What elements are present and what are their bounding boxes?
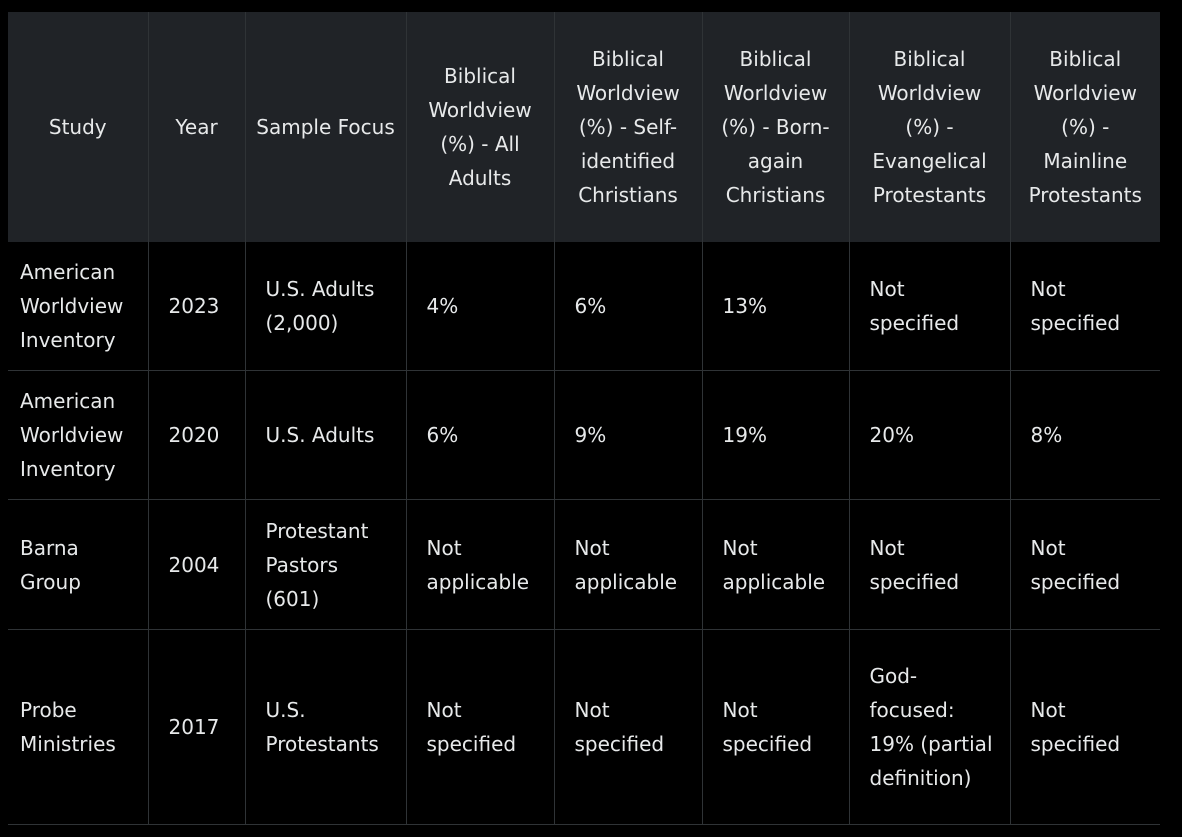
header-evangelical-protestants: Biblical Worldview (%) - Evangelical Protestants (849, 12, 1010, 242)
cell-year: 2020 (148, 371, 245, 500)
cell-all-adults: 6% (406, 371, 554, 500)
cell-born-again-christians: 19% (702, 371, 849, 500)
cell-evangelical-protestants: Not specified (849, 242, 1010, 371)
cell-born-again-christians: Not specified (702, 630, 849, 825)
header-year: Year (148, 12, 245, 242)
cell-self-identified-christians: 9% (554, 371, 702, 500)
cell-sample-focus: U.S. Protestants (245, 630, 406, 825)
table-row (8, 371, 1160, 500)
header-study: Study (8, 12, 148, 242)
cell-evangelical-protestants: 20% (849, 371, 1010, 500)
cell-mainline-protestants: Not specified (1010, 500, 1160, 630)
cell-study: Barna Group (8, 500, 148, 630)
data-table-container (8, 12, 1160, 825)
cell-born-again-christians: Not applicable (702, 500, 849, 630)
cell-evangelical-protestants: God-focused: 19% (partial definition) (849, 630, 1010, 825)
cell-sample-focus: U.S. Adults (2,000) (245, 242, 406, 371)
cell-all-adults: Not applicable (406, 500, 554, 630)
cell-mainline-protestants: 8% (1010, 371, 1160, 500)
table-row (8, 630, 1160, 825)
cell-year: 2017 (148, 630, 245, 825)
cell-study: American Worldview Inventory (8, 242, 148, 371)
header-self-identified-christians: Biblical Worldview (%) - Self-identified Christians (554, 12, 702, 242)
cell-self-identified-christians: Not applicable (554, 500, 702, 630)
cell-self-identified-christians: 6% (554, 242, 702, 371)
cell-year: 2004 (148, 500, 245, 630)
cell-year: 2023 (148, 242, 245, 371)
cell-mainline-protestants: Not specified (1010, 630, 1160, 825)
biblical-worldview-table (8, 12, 1160, 825)
cell-sample-focus: U.S. Adults (245, 371, 406, 500)
cell-self-identified-christians: Not specified (554, 630, 702, 825)
cell-mainline-protestants: Not specified (1010, 242, 1160, 371)
header-mainline-protestants: Biblical Worldview (%) - Mainline Protestants (1010, 12, 1160, 242)
cell-evangelical-protestants: Not specified (849, 500, 1010, 630)
cell-all-adults: Not specified (406, 630, 554, 825)
header-row (8, 12, 1160, 242)
cell-sample-focus: Protestant Pastors (601) (245, 500, 406, 630)
header-all-adults: Biblical Worldview (%) - All Adults (406, 12, 554, 242)
cell-study: American Worldview Inventory (8, 371, 148, 500)
header-born-again-christians: Biblical Worldview (%) - Born-again Christians (702, 12, 849, 242)
cell-study: Probe Ministries (8, 630, 148, 825)
table-row (8, 242, 1160, 371)
cell-all-adults: 4% (406, 242, 554, 371)
cell-born-again-christians: 13% (702, 242, 849, 371)
header-sample-focus: Sample Focus (245, 12, 406, 242)
table-row (8, 500, 1160, 630)
